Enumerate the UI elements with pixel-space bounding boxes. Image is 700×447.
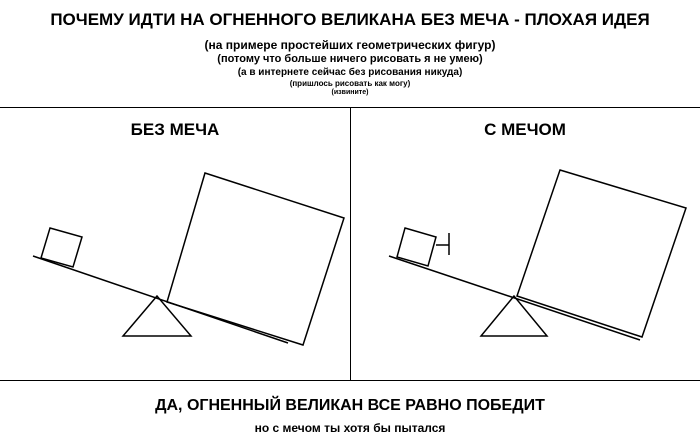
- left-big-square: [167, 173, 344, 345]
- left-fulcrum: [123, 296, 191, 336]
- right-big-square: [517, 170, 686, 337]
- right-scene: [389, 170, 686, 340]
- page-title: ПОЧЕМУ ИДТИ НА ОГНЕННОГО ВЕЛИКАНА БЕЗ МЕЧА - ПЛОХАЯ ИДЕЯ: [50, 10, 650, 29]
- left-panel-title: БЕЗ МЕЧА: [130, 120, 220, 139]
- footer-main: ДА, ОГНЕННЫЙ ВЕЛИКАН ВСЕ РАВНО ПОБЕДИТ: [155, 397, 545, 414]
- left-scene: [33, 173, 344, 345]
- subtitle-3: (а в интернете сейчас без рисования никуда): [237, 67, 463, 78]
- subtitle-1: (на примере простейших геометрических фигур): [204, 38, 496, 52]
- footer-sub: но с мечом ты хотя бы пытался: [254, 421, 446, 435]
- subtitle-2: (потому что больше ничего рисовать я не умею): [217, 53, 483, 65]
- right-panel-title: С МЕЧОМ: [484, 120, 566, 139]
- right-seesaw-beam: [389, 256, 640, 340]
- subtitle-4: (пришлось рисовать как могу): [289, 79, 411, 88]
- subtitle-5: (извините): [331, 89, 369, 96]
